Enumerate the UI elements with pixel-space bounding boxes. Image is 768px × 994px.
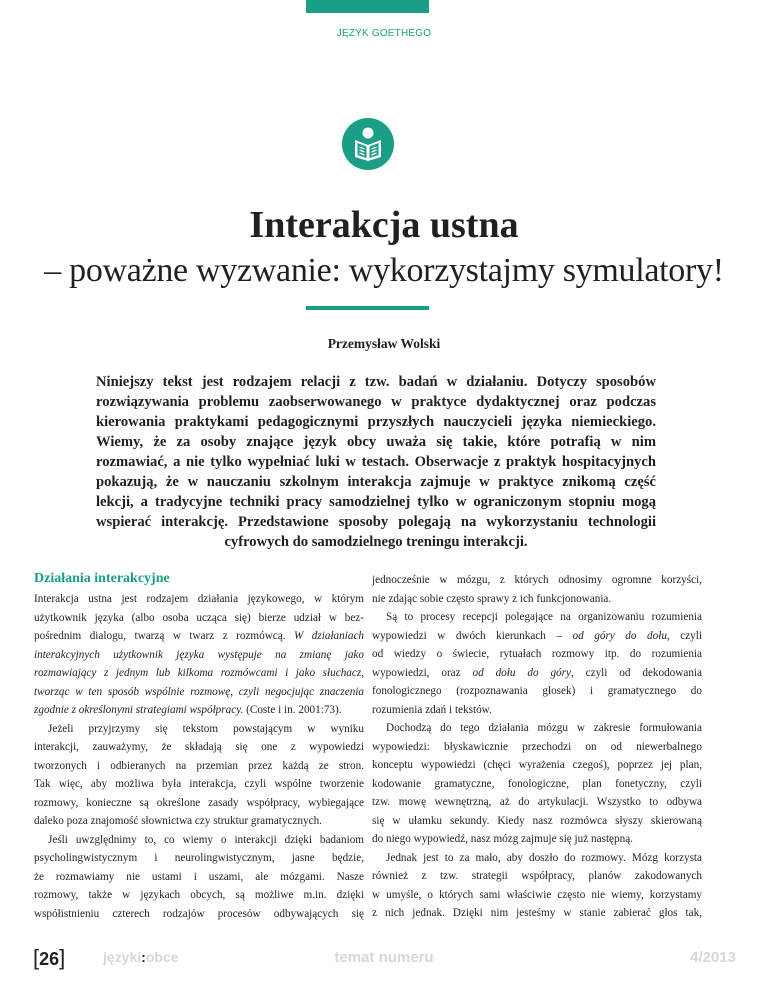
abstract-line: rozwiązywania problemu zaobserwowanego w praktyce dydaktycznej oraz podczas (96, 394, 656, 410)
citation: (Coste i in. 2001:73). (243, 704, 342, 716)
paragraph (34, 831, 364, 924)
text-line: że rozmawiamy nie ustami i uszami, ale mózgami. Nasze (34, 870, 364, 883)
author-name: Przemysław Wolski (327, 336, 441, 351)
abstract-line: pokazują, że w nauczaniu szkolnym interakcja zajmuje w praktyce znikomą część (96, 474, 656, 490)
text-line: nie zdając sobie często sprawy z ich funkcjonowania. (372, 592, 612, 605)
text-line: interakcji, zauważymy, że składają się one z wypowiedzi (34, 741, 364, 753)
text-line: Są to procesy recepcji polegające na organizowaniu rozumienia (386, 611, 702, 623)
text-line: rozumienia zdań i tekstów. (372, 703, 492, 716)
text-line: Jeżeli przyjrzymy się tekstom powstającym w wyniku (48, 722, 364, 735)
section-heading: Działania interakcyjne (34, 571, 170, 586)
paragraph (34, 590, 364, 720)
text-line (372, 664, 702, 683)
text-line: Dochodzą do tego działania mózgu w zakresie formułowania (386, 722, 702, 734)
text-line: w umyśle, o których sami właściwie często nie wiemy, korzystamy (372, 888, 702, 901)
quote-run: W działaniach (294, 630, 365, 642)
abstract-line: wspierać interakcję. Przedstawione sposoby polegają na wykorzystaniu technologii (96, 514, 656, 530)
text-line: wypowiedzi: błyskawicznie przechodzi on od niewerbalnego (372, 740, 702, 753)
paragraph (372, 571, 702, 608)
text-line: użytkownik języka (albo osoba ucząca się) bierze udział w bez- (34, 611, 364, 624)
article-abstract (96, 372, 656, 552)
text-line (34, 683, 364, 702)
paragraph (372, 849, 702, 923)
paragraph (372, 719, 702, 849)
text-line (34, 701, 364, 720)
text-line: również z tzw. strategii współpracy, planów zakodowanych (372, 870, 702, 882)
abstract-line: kierowania praktykami pedagogicznymi przyszłych nauczycieli języka niemieckiego. (96, 414, 656, 430)
text-line: Tak więc, aby możliwa była interakcja, czyli wspólne tworzenie (34, 778, 364, 790)
text-line: psycholingwistycznym i neurolingwistycznym, jasne będzie, (34, 852, 364, 864)
text-line: kodowanie gramatyczne, fonologiczne, plan fonetyczny, czyli (372, 777, 702, 790)
text-line (34, 664, 364, 683)
quote-run: zgodnie z określonymi strategiami współpracy. (34, 704, 244, 716)
text-line: rozmowy, także w językach obcych, są możliwe m.in. dzięki (34, 889, 364, 901)
abstract-line: cyfrowych do samodzielnego treningu interakcji. (224, 534, 528, 550)
issue-number: 4/2013 (690, 949, 736, 966)
page-number: [26] (33, 945, 66, 970)
abstract-line: Niniejszy tekst jest rodzajem relacji z tzw. badań w działaniu. Dotyczy sposobów (96, 374, 656, 390)
text-run: wypowiedzi w dwóch kierunkach – (372, 629, 573, 642)
text-line: tworzonych i odbieranych na przemian przez każdą ze stron. (34, 759, 364, 772)
journal-separator: : (141, 949, 146, 965)
article-title: Interakcja ustna (249, 204, 519, 246)
emphasis: od dołu do góry (472, 666, 571, 679)
title-divider (306, 306, 429, 310)
text-line (34, 627, 364, 646)
text-line: Interakcja ustna jest rodzajem działania językowego, w którym (34, 593, 364, 605)
abstract-line: Wiemy, że za osoby znające język obcy uważa się takie, które potrafią w nim (96, 434, 656, 450)
section-badge (342, 118, 394, 170)
text-line: tzw. mowę wewnętrzną, aż do artykulacji. Wszystko to odbywa (372, 796, 702, 808)
abstract-line: rozmawiać, a nie tylko wypełniać luki w testach. Obserwacje z praktyk hospitacyjnych (96, 454, 656, 470)
text-line: fonologicznego (rozpoznawania głosek) i gramatycznego do (372, 685, 702, 697)
right-column (372, 571, 702, 923)
quote-run: rozmawiający z jednym lub kilkoma rozmówcami i jako słuchacz, (34, 667, 364, 679)
abstract-line: lekcji, a tradycyjne techniki pracy samodzielnej tylko w ograniczonym stopniu mogą (96, 494, 656, 510)
text-line: rozmowy, konieczne są określone zasady współpracy, wybiegające (34, 796, 364, 809)
top-accent-bar (306, 0, 429, 13)
paragraph (34, 720, 364, 831)
text-line: konceptu wypowiedzi (chęci wyrażenia czegoś), poprzez jej plan, (372, 759, 702, 771)
text-line: Jeśli uwzględnimy to, co wiemy o interakcji dzięki badaniom (48, 833, 364, 846)
emphasis: od góry do dołu (572, 629, 667, 642)
text-line: współistnieniu czterech rodzajów procesów odbywających się (34, 907, 364, 920)
article-subtitle: – poważne wyzwanie: wykorzystajmy symulatory! (44, 252, 724, 289)
text-line: do niego wypowiedź, nasz mózg zajmuje się już następną. (372, 833, 633, 845)
quote-run: tworząc w ten sposób wspólnie rozmowę, czyli negocjując znaczenia (34, 685, 364, 698)
text-line: od wiedzy o świecie, rytuałach rozmowy itp. do rozumienia (372, 648, 702, 660)
text-run: pośrednim dialogu, twarzą w twarz z rozmówcą. (34, 630, 294, 642)
text-run: , czyli od dekodowania (570, 666, 702, 679)
journal-name-a: języki (103, 949, 142, 965)
text-line: Jednak jest to za mało, aby doszło do rozmowy. Mózg korzysta (386, 851, 702, 864)
page-number-value: 26 (39, 949, 60, 969)
text-line (34, 646, 364, 665)
person-reading-book-icon (342, 118, 394, 170)
paragraph (372, 608, 702, 719)
text-line: daleko poza znajomość słownictwa czy struktur gramatycznych. (34, 815, 322, 827)
section-label: JĘZYK GOETHEGO (336, 28, 432, 39)
quote-run: interakcyjnych użytkownik języka występuje na zmianę jako (34, 648, 364, 661)
footer-topic: temat numeru (334, 949, 434, 966)
left-column (34, 570, 364, 923)
text-line: z nich jednak. Dzięki nim jesteśmy w stanie zabierać głos tak, (372, 907, 702, 919)
text-run: , czyli (666, 629, 702, 642)
text-line: się w ułamku sekundy. Kiedy nasz rozmówca słyszy skierowaną (372, 814, 702, 827)
journal-name-b: obce (145, 949, 179, 965)
text-run: wypowiedzi, oraz (372, 666, 473, 679)
text-line (372, 627, 702, 646)
text-line: jednocześnie w mózgu, z których odnosimy ogromne korzyści, (372, 574, 702, 586)
